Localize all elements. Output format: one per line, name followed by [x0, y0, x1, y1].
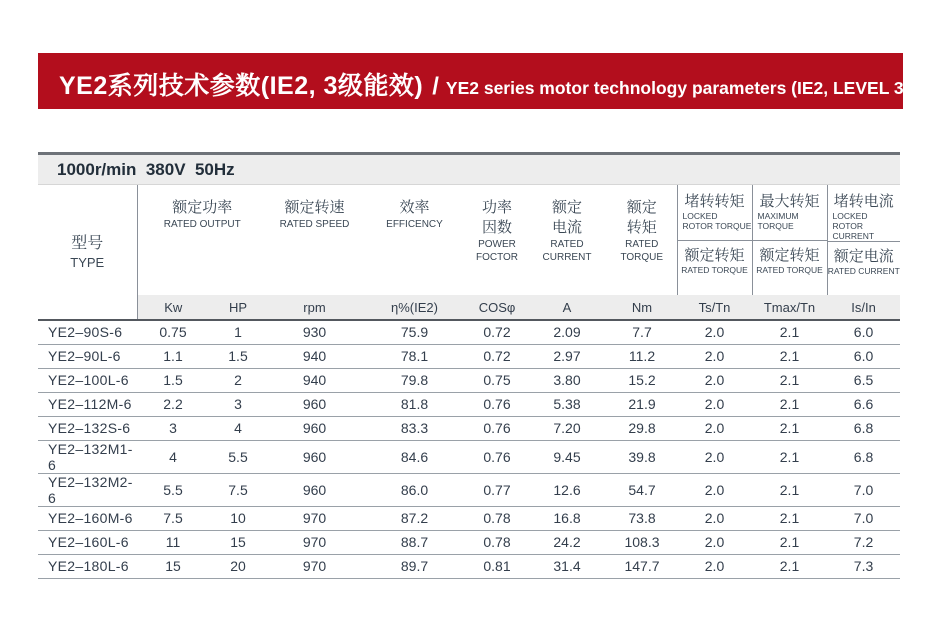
title-divider: /	[432, 73, 439, 100]
cell-eff: 81.8	[362, 392, 467, 416]
column-header-rated-torque	[607, 185, 677, 296]
unit-label-nm: Nm	[607, 295, 677, 320]
page-title-en: YE2 series motor technology parameters (IE2, LEVEL 3)	[445, 78, 910, 98]
cell-eff: 84.6	[362, 440, 467, 473]
cell-ts: 2.0	[677, 440, 752, 473]
rated-current-en2: CURRENT	[542, 252, 592, 263]
cell-hp: 7.5	[209, 473, 267, 506]
ratio-block	[753, 185, 827, 295]
cell-is: 6.0	[827, 320, 900, 344]
cell-type: YE2–100L-6	[38, 368, 137, 392]
cell-kw: 5.5	[137, 473, 209, 506]
cell-is: 7.2	[827, 530, 900, 554]
table-row	[38, 506, 900, 530]
column-header-type	[38, 185, 137, 321]
cell-rpm: 940	[267, 344, 362, 368]
ratio-numerator	[678, 185, 752, 241]
locked-torque-en2: ROTOR TORQUE	[682, 221, 752, 231]
cell-tmax: 2.1	[752, 440, 827, 473]
max-torque-en2: TORQUE	[757, 221, 794, 231]
spec-table	[38, 152, 900, 579]
cell-type: YE2–160M-6	[38, 506, 137, 530]
cell-eff: 75.9	[362, 320, 467, 344]
cell-nm: 39.8	[607, 440, 677, 473]
rated-output-zh: 额定功率	[172, 199, 233, 216]
cell-eff: 89.7	[362, 554, 467, 578]
cell-ts: 2.0	[677, 506, 752, 530]
cell-cos: 0.81	[467, 554, 527, 578]
rated-output-en: RATED OUTPUT	[163, 219, 241, 230]
cell-type: YE2–90S-6	[38, 320, 137, 344]
cell-kw: 0.75	[137, 320, 209, 344]
locked-current-zh: 堵转电流	[833, 193, 894, 210]
cell-cos: 0.78	[467, 530, 527, 554]
cell-type: YE2–132M1-6	[38, 440, 137, 473]
cell-cos: 0.78	[467, 506, 527, 530]
cell-cos: 0.75	[467, 368, 527, 392]
rated-torque-denom-en: RATED TORQUE	[681, 265, 748, 275]
unit-label-tmax: Tmax/Tn	[752, 295, 827, 320]
cell-type: YE2–180L-6	[38, 554, 137, 578]
ratio-denominator	[828, 242, 901, 295]
cell-tmax: 2.1	[752, 416, 827, 440]
locked-torque-zh: 堵转转矩	[684, 193, 745, 210]
rated-current-denom-en: RATED CURRENT	[827, 266, 900, 276]
cell-a: 2.09	[527, 320, 607, 344]
cell-eff: 88.7	[362, 530, 467, 554]
cell-nm: 11.2	[607, 344, 677, 368]
cell-hp: 1.5	[209, 344, 267, 368]
cell-tmax: 2.1	[752, 554, 827, 578]
cell-kw: 15	[137, 554, 209, 578]
cell-is: 6.6	[827, 392, 900, 416]
cell-is: 6.5	[827, 368, 900, 392]
cell-is: 6.8	[827, 440, 900, 473]
efficiency-en: EFFICENCY	[386, 219, 443, 230]
cell-type: YE2–132S-6	[38, 416, 137, 440]
rated-current-en1: RATED	[550, 239, 584, 250]
cell-hp: 2	[209, 368, 267, 392]
column-header-max-torque-ratio	[752, 185, 827, 296]
cell-cos: 0.77	[467, 473, 527, 506]
rated-current-zh2: 电流	[551, 219, 582, 236]
cell-kw: 1.1	[137, 344, 209, 368]
rated-torque-en2: TORQUE	[620, 252, 664, 263]
ratio-numerator	[828, 185, 901, 242]
cell-hp: 1	[209, 320, 267, 344]
spec-bar: 1000r/min 380V 50Hz	[38, 154, 900, 185]
cell-rpm: 970	[267, 530, 362, 554]
rated-torque-denom-zh: 额定转矩	[759, 247, 820, 264]
cell-cos: 0.76	[467, 416, 527, 440]
cell-a: 5.38	[527, 392, 607, 416]
cell-kw: 11	[137, 530, 209, 554]
ratio-denominator	[678, 241, 752, 295]
cell-eff: 79.8	[362, 368, 467, 392]
rated-current-zh1: 额定	[551, 199, 582, 216]
cell-tmax: 2.1	[752, 506, 827, 530]
table-row	[38, 416, 900, 440]
unit-label-is: Is/In	[827, 295, 900, 320]
unit-label-cos: COSφ	[467, 295, 527, 320]
cell-cos: 0.76	[467, 392, 527, 416]
cell-ts: 2.0	[677, 392, 752, 416]
cell-kw: 3	[137, 416, 209, 440]
cell-ts: 2.0	[677, 530, 752, 554]
cell-a: 16.8	[527, 506, 607, 530]
cell-tmax: 2.1	[752, 344, 827, 368]
cell-is: 7.3	[827, 554, 900, 578]
locked-current-en2: ROTOR CURRENT	[832, 221, 875, 241]
cell-ts: 2.0	[677, 473, 752, 506]
cell-type: YE2–90L-6	[38, 344, 137, 368]
cell-rpm: 960	[267, 416, 362, 440]
unit-label-kw: Kw	[137, 295, 209, 320]
cell-a: 3.80	[527, 368, 607, 392]
cell-tmax: 2.1	[752, 473, 827, 506]
column-header-row	[38, 185, 900, 296]
cell-ts: 2.0	[677, 554, 752, 578]
cell-kw: 1.5	[137, 368, 209, 392]
table-row	[38, 368, 900, 392]
locked-current-en1: LOCKED	[832, 211, 868, 221]
cell-a: 7.20	[527, 416, 607, 440]
locked-torque-en1: LOCKED	[682, 211, 718, 221]
cell-nm: 73.8	[607, 506, 677, 530]
column-header-rated-output	[137, 185, 267, 296]
ratio-denominator	[753, 241, 827, 295]
rated-current-denom-zh: 额定电流	[833, 248, 894, 265]
cell-rpm: 960	[267, 392, 362, 416]
cell-rpm: 940	[267, 368, 362, 392]
column-header-locked-rotor-torque-ratio	[677, 185, 752, 296]
power-factor-zh2: 因数	[481, 219, 512, 236]
rated-torque-en1: RATED	[625, 239, 659, 250]
cell-type: YE2–112M-6	[38, 392, 137, 416]
cell-rpm: 930	[267, 320, 362, 344]
cell-kw: 4	[137, 440, 209, 473]
cell-tmax: 2.1	[752, 320, 827, 344]
cell-a: 24.2	[527, 530, 607, 554]
cell-is: 7.0	[827, 473, 900, 506]
cell-ts: 2.0	[677, 416, 752, 440]
cell-a: 2.97	[527, 344, 607, 368]
rated-torque-denom-zh: 额定转矩	[684, 247, 745, 264]
power-factor-en2: FOCTOR	[475, 252, 519, 263]
column-header-locked-rotor-current-ratio	[827, 185, 900, 296]
cell-a: 31.4	[527, 554, 607, 578]
cell-nm: 108.3	[607, 530, 677, 554]
cell-cos: 0.76	[467, 440, 527, 473]
spec-bar-row	[38, 154, 900, 185]
table-row	[38, 473, 900, 506]
table-body	[38, 320, 900, 578]
cell-tmax: 2.1	[752, 392, 827, 416]
spec-table-wrap	[38, 152, 900, 579]
ratio-numerator	[753, 185, 827, 241]
cell-hp: 3	[209, 392, 267, 416]
cell-hp: 10	[209, 506, 267, 530]
cell-ts: 2.0	[677, 344, 752, 368]
unit-label-eff: η%(IE2)	[362, 295, 467, 320]
cell-type: YE2–160L-6	[38, 530, 137, 554]
max-torque-zh: 最大转矩	[759, 193, 820, 210]
cell-rpm: 960	[267, 440, 362, 473]
cell-nm: 147.7	[607, 554, 677, 578]
cell-tmax: 2.1	[752, 530, 827, 554]
cell-cos: 0.72	[467, 320, 527, 344]
cell-is: 6.0	[827, 344, 900, 368]
efficiency-zh: 效率	[399, 199, 430, 216]
unit-label-a: A	[527, 295, 607, 320]
table-row	[38, 440, 900, 473]
max-torque-en1: MAXIMUM	[757, 211, 799, 221]
rated-torque-zh1: 额定	[626, 199, 657, 216]
cell-hp: 20	[209, 554, 267, 578]
table-row	[38, 392, 900, 416]
cell-eff: 78.1	[362, 344, 467, 368]
cell-ts: 2.0	[677, 320, 752, 344]
column-header-rated-speed	[267, 185, 362, 296]
cell-rpm: 970	[267, 554, 362, 578]
cell-kw: 2.2	[137, 392, 209, 416]
cell-hp: 15	[209, 530, 267, 554]
cell-nm: 29.8	[607, 416, 677, 440]
unit-label-hp: HP	[209, 295, 267, 320]
cell-kw: 7.5	[137, 506, 209, 530]
rated-torque-denom-en: RATED TORQUE	[756, 265, 823, 275]
cell-tmax: 2.1	[752, 368, 827, 392]
cell-eff: 87.2	[362, 506, 467, 530]
cell-is: 6.8	[827, 416, 900, 440]
table-row	[38, 530, 900, 554]
cell-a: 12.6	[527, 473, 607, 506]
column-header-efficiency	[362, 185, 467, 296]
cell-nm: 15.2	[607, 368, 677, 392]
cell-type: YE2–132M2-6	[38, 473, 137, 506]
type-label-en: TYPE	[70, 254, 105, 270]
cell-eff: 83.3	[362, 416, 467, 440]
page-title-zh: YE2系列技术参数(IE2, 3级能效)	[59, 72, 424, 100]
rated-speed-zh: 额定转速	[284, 199, 345, 216]
cell-ts: 2.0	[677, 368, 752, 392]
power-factor-zh1: 功率	[481, 199, 512, 216]
title-banner	[38, 53, 910, 109]
table-row	[38, 320, 900, 344]
cell-eff: 86.0	[362, 473, 467, 506]
cell-cos: 0.72	[467, 344, 527, 368]
units-row	[38, 295, 900, 320]
cell-nm: 7.7	[607, 320, 677, 344]
cell-nm: 54.7	[607, 473, 677, 506]
table-row	[38, 344, 900, 368]
cell-a: 9.45	[527, 440, 607, 473]
cell-hp: 5.5	[209, 440, 267, 473]
cell-rpm: 960	[267, 473, 362, 506]
rated-torque-zh2: 转矩	[626, 219, 657, 236]
unit-label-rpm: rpm	[267, 295, 362, 320]
ratio-block	[678, 185, 752, 295]
ratio-block	[828, 185, 901, 295]
table-row	[38, 554, 900, 578]
cell-rpm: 970	[267, 506, 362, 530]
column-header-power-factor	[467, 185, 527, 296]
power-factor-en1: POWER	[478, 239, 516, 250]
rated-speed-en: RATED SPEED	[279, 219, 350, 230]
cell-is: 7.0	[827, 506, 900, 530]
unit-label-ts: Ts/Tn	[677, 295, 752, 320]
column-header-rated-current	[527, 185, 607, 296]
cell-hp: 4	[209, 416, 267, 440]
cell-nm: 21.9	[607, 392, 677, 416]
type-label-zh: 型号	[71, 234, 104, 252]
